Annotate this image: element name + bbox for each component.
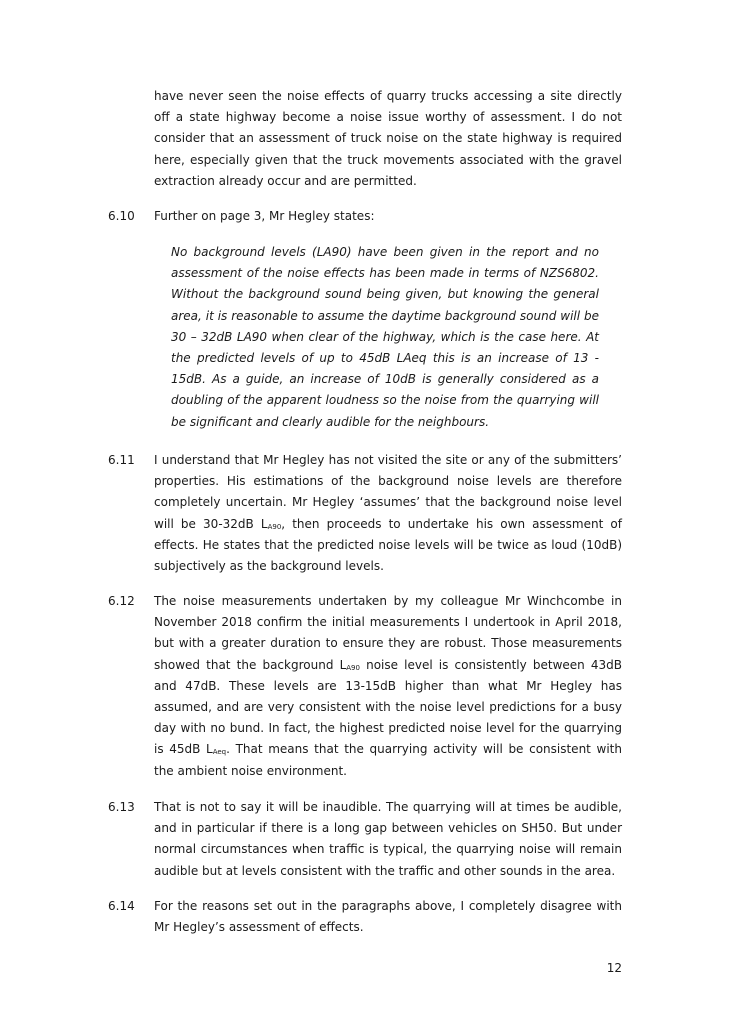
paragraph-6-13 xyxy=(108,797,622,882)
paragraph-6-10 xyxy=(108,206,622,227)
subscript: A90 xyxy=(267,522,282,531)
subscript: A90 xyxy=(346,663,360,672)
paragraph-6-14 xyxy=(108,896,622,938)
paragraph-6-12 xyxy=(108,591,622,782)
text-segment: I understand that Mr Hegley has not visited the site or any of the submitters’ properties. His estimations of the background noise levels are therefore completely uncertain. Mr Hegley ‘assumes’ that the background noise level will be 30-32dB L xyxy=(154,453,622,531)
quoted-block: No background levels (LA90) have been given in the report and no assessment of the noise effects has been made in terms of NZS6802. Without the background sound being given, but knowing the general area, it is reasonable to assume the daytime background sound will be 30 – 32dB LA90 when clear of the highway, which is the case here. At the predicted levels of up to 45dB LAeq this is an increase of 13 - 15dB. As a guide, an increase of 10dB is generally considered as a doubling of the apparent loudness so the noise from the quarrying will be significant and clearly audible for the neighbours. xyxy=(171,245,599,429)
paragraph-number: 6.11 xyxy=(108,453,135,467)
subscript: Aeq xyxy=(212,748,227,757)
paragraph-number: 6.13 xyxy=(108,800,135,814)
paragraph-text: For the reasons set out in the paragraphs above, I completely disagree with Mr Hegley’s assessment of effects. xyxy=(154,899,622,935)
paragraph-number: 6.14 xyxy=(108,899,135,913)
paragraph-number: 6.10 xyxy=(108,209,135,223)
page-number: 12 xyxy=(606,961,622,975)
intro-paragraph: have never seen the noise effects of quarry trucks accessing a site directly off a state highway become a noise issue worthy of assessment. I do not consider that an assessment of truck noise on the state highway is required here, especially given that the truck movements associated with the gravel extraction already occur and are permitted. xyxy=(154,89,622,188)
paragraph-6-11 xyxy=(108,450,622,577)
paragraph-text: That is not to say it will be inaudible. The quarrying will at times be audible, and in particular if there is a long gap between vehicles on SH50. But under normal circumstances when traffic is typical, the quarrying noise will remain audible but at levels consistent with the traffic and other sounds in the area. xyxy=(154,800,622,878)
paragraph-text xyxy=(154,450,622,577)
paragraph-number: 6.12 xyxy=(108,594,135,608)
text-segment: noise level is consistently between 43dB and 47dB. These levels are 13-15dB higher than what Mr Hegley has assumed, and are very consistent with the noise level predictions for a busy day with no bund. In fact, the highest predicted noise level for the quarrying is 45dB L xyxy=(154,657,623,757)
paragraph-text: Further on page 3, Mr Hegley states: xyxy=(154,209,375,223)
text-segment: The noise measurements undertaken by my colleague Mr Winchcombe in November 2018 confirm the initial measurements I undertook in April 2018, but with a greater duration to ensure they are robust. Those measurements showed that the background L xyxy=(154,594,622,672)
paragraph-text xyxy=(154,591,622,782)
text-segment: , then proceeds to undertake his own assessment of effects. He states that the predicted noise levels will be twice as loud (10dB) subjectively as the background levels. xyxy=(154,516,622,574)
text-segment: . That means that the quarrying activity will be consistent with the ambient noise environment. xyxy=(154,742,622,778)
